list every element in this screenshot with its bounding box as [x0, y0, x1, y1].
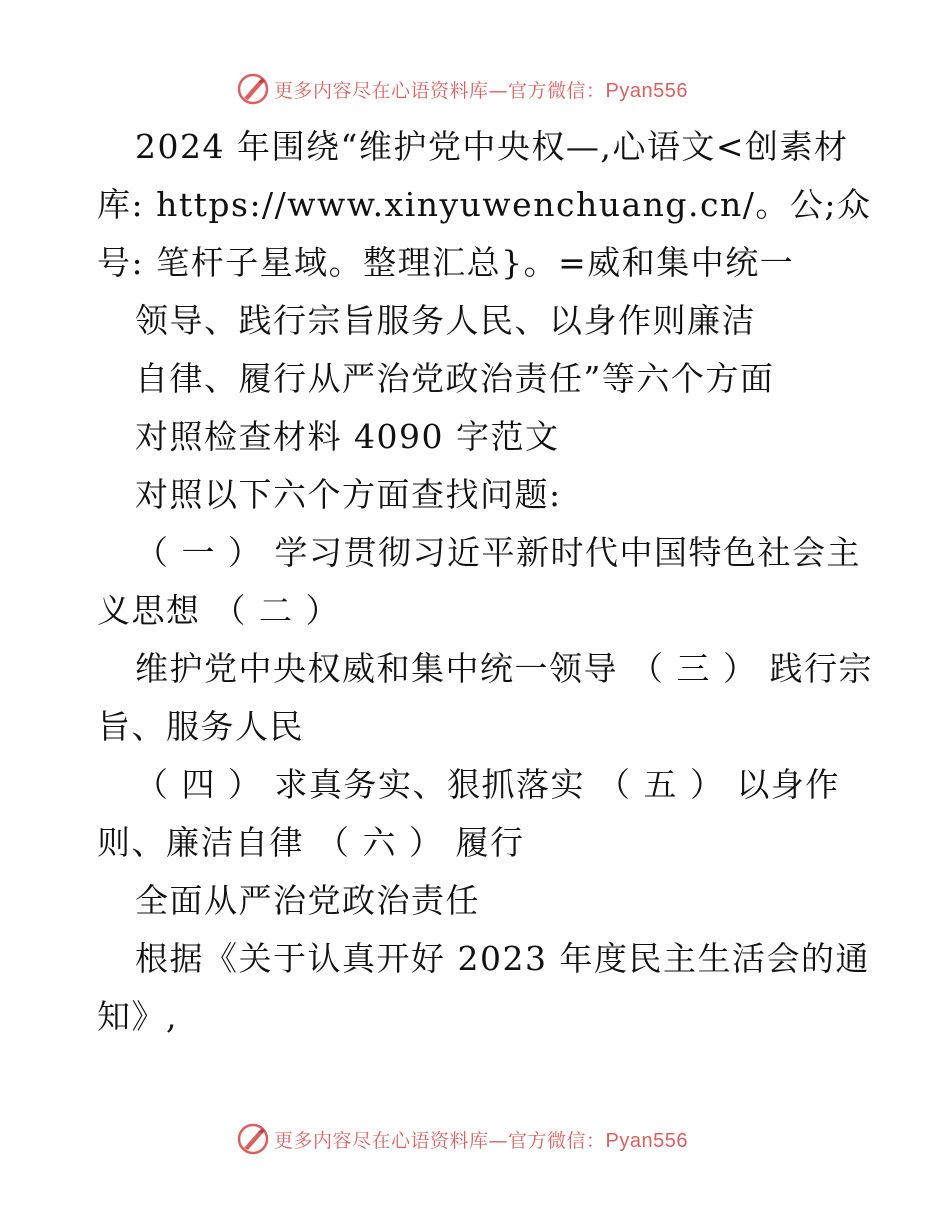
document-line: 库: https://www.xinyuwenchuang.cn/。公;众 — [97, 185, 872, 224]
document-line: （ 四 ） 求真务实、狠抓落实 （ 五 ） 以身作 — [135, 765, 840, 804]
document-line: 义思想 （ 二 ） — [97, 591, 340, 630]
document-line: （ 一 ） 学习贯彻习近平新时代中国特色社会主 — [135, 533, 861, 572]
banner-account: Pyan556 — [605, 1129, 688, 1152]
banner-official: 官方微信： — [508, 79, 606, 102]
document-line: 则、廉洁自律 （ 六 ） 履行 — [97, 823, 525, 862]
document-line: 2024 年围绕“维护党中央权—,心语文<创素材 — [135, 127, 849, 166]
document-line: 对照检查材料 4090 字范文 — [135, 417, 560, 456]
footer-banner — [236, 1122, 688, 1156]
document-line: 领导、践行宗旨服务人民、以身作则廉洁 — [135, 301, 756, 340]
banner-account: Pyan556 — [605, 79, 688, 102]
document-line: 根据《关于认真开好 2023 年度民主生活会的通 — [135, 939, 870, 978]
banner-text — [274, 76, 688, 103]
document-line: 自律、履行从严治党政治责任”等六个方面 — [135, 359, 775, 398]
pen-logo-icon — [236, 1122, 270, 1156]
banner-official: 官方微信： — [508, 1129, 606, 1152]
document-line: 号: 笔杆子星域。整理汇总}。=威和集中统一 — [97, 243, 795, 282]
document-line: 维护党中央权威和集中统一领导 （ 三 ） 践行宗 — [135, 649, 873, 688]
pen-logo-icon — [236, 72, 270, 106]
document-line: 对照以下六个方面查找问题: — [135, 475, 562, 514]
document-line: 旨、服务人民 — [97, 707, 304, 746]
document-line: 知》, — [97, 997, 178, 1036]
header-banner — [236, 72, 688, 106]
document-line: 全面从严治党政治责任 — [135, 881, 480, 920]
banner-separator: — — [488, 79, 509, 102]
banner-slogan: 更多内容尽在心语资料库 — [274, 79, 489, 102]
banner-text — [274, 1126, 688, 1153]
banner-slogan: 更多内容尽在心语资料库 — [274, 1129, 489, 1152]
banner-separator: — — [488, 1129, 509, 1152]
